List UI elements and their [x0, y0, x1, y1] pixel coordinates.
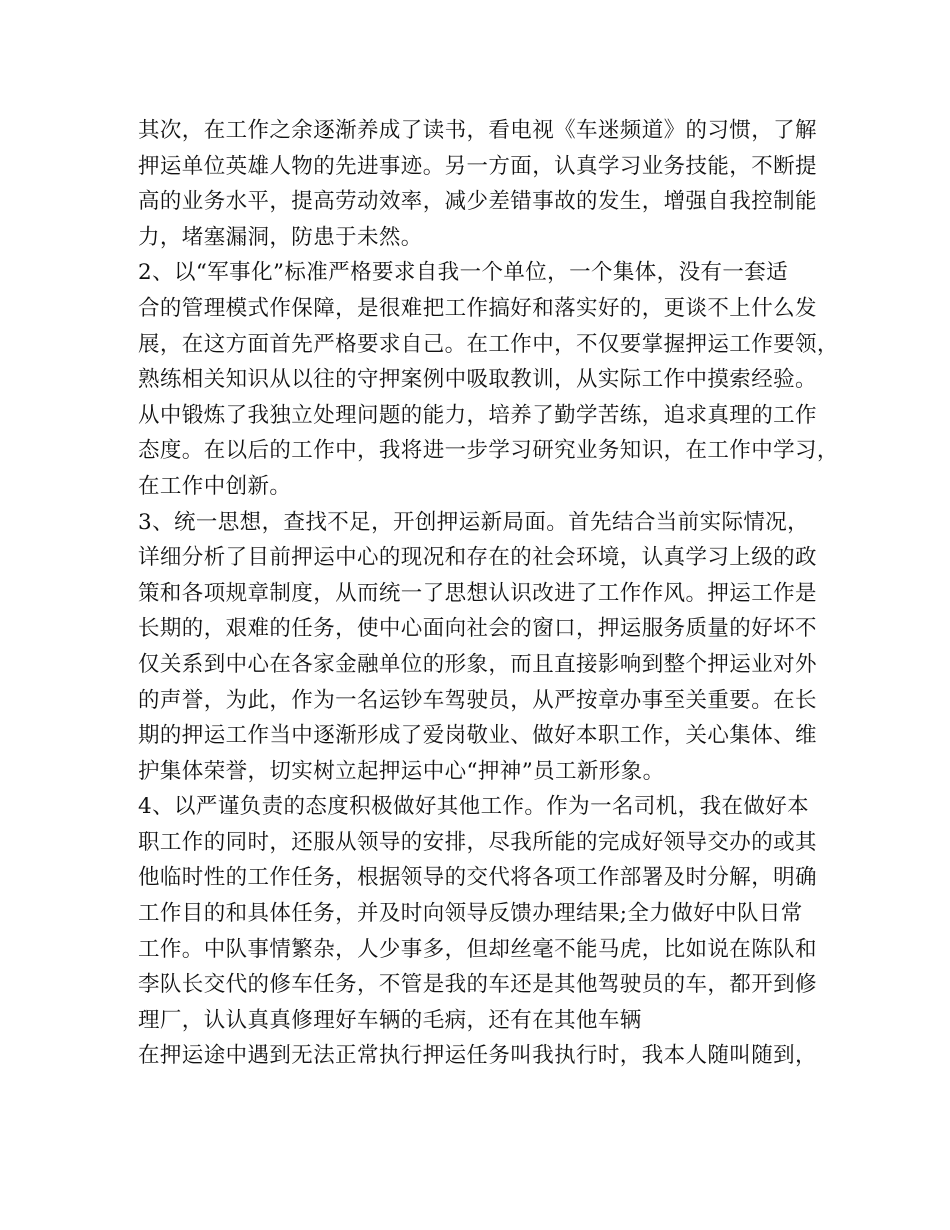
text-line: 策和各项规章制度，从而统一了思想认识改进了工作作风。押运工作是 [138, 580, 817, 606]
text-line: 职工作的同时，还服从领导的安排，尽我所能的完成好领导交办的或其 [138, 829, 817, 855]
text-line: 的声誉，为此，作为一名运钞车驾驶员，从严按章办事至关重要。在长 [138, 687, 817, 713]
text-line: 在押运途中遇到无法正常执行押运任务叫我执行时，我本人随叫随到， [138, 1043, 817, 1069]
text-line: 理厂，认认真真修理好车辆的毛病，还有在其他车辆 [138, 1007, 642, 1033]
text-line: 3、统一思想，查找不足，开创押运新局面。首先结合当前实际情况， [138, 509, 810, 535]
text-line: 押运单位英雄人物的先进事迹。另一方面，认真学习业务技能，不断提 [138, 153, 817, 179]
text-line: 力，堵塞漏洞，防患于未然。 [138, 224, 423, 250]
text-line: 其次，在工作之余逐渐养成了读书，看电视《车迷频道》的习惯，了解 [138, 118, 817, 143]
text-line: 他临时性的工作任务，根据领导的交代将各项工作部署及时分解，明确 [138, 865, 817, 891]
text-line: 熟练相关知识从以往的守押案例中吸取教训，从实际工作中摸索经验。 [138, 367, 817, 393]
text-line: 护集体荣誉，切实树立起押运中心“押神”员工新形象。 [138, 758, 665, 784]
text-line: 李队长交代的修车任务，不管是我的车还是其他驾驶员的车，都开到修 [138, 972, 817, 998]
text-line: 仅关系到中心在各家金融单位的形象，而且直接影响到整个押运业对外 [138, 651, 817, 677]
text-line: 4、以严谨负责的态度积极做好其他工作。作为一名司机，我在做好本 [138, 794, 810, 820]
text-line: 工作目的和具体任务，并及时向领导反馈办理结果;全力做好中队日常 [138, 901, 803, 927]
text-line: 工作。中队事情繁杂，人少事多，但却丝毫不能马虎，比如说在陈队和 [138, 936, 817, 962]
text-line: 从中锻炼了我独立处理问题的能力，培养了勤学苦练，追求真理的工作 [138, 402, 817, 428]
document-page [138, 113, 839, 1074]
text-line: 2、以“军事化”标准严格要求自我一个单位，一个集体，没有一套适 [138, 260, 789, 286]
text-line: 期的押运工作当中逐渐形成了爱岗敬业、做好本职工作，关心集体、维 [138, 723, 817, 749]
text-line: 态度。在以后的工作中，我将进一步学习研究业务知识，在工作中学习， [138, 438, 839, 464]
text-line: 长期的，艰难的任务，使中心面向社会的窗口，押运服务质量的好坏不 [138, 616, 817, 642]
text-line: 高的业务水平，提高劳动效率，减少差错事故的发生，增强自我控制能 [138, 189, 817, 215]
text-line: 详细分析了目前押运中心的现况和存在的社会环境，认真学习上级的政 [138, 545, 817, 571]
text-line: 合的管理模式作保障，是很难把工作搞好和落实好的，更谈不上什么发 [138, 295, 817, 321]
text-line: 在工作中创新。 [138, 473, 292, 499]
text-line: 展，在这方面首先严格要求自己。在工作中，不仅要掌握押运工作要领， [138, 331, 839, 357]
